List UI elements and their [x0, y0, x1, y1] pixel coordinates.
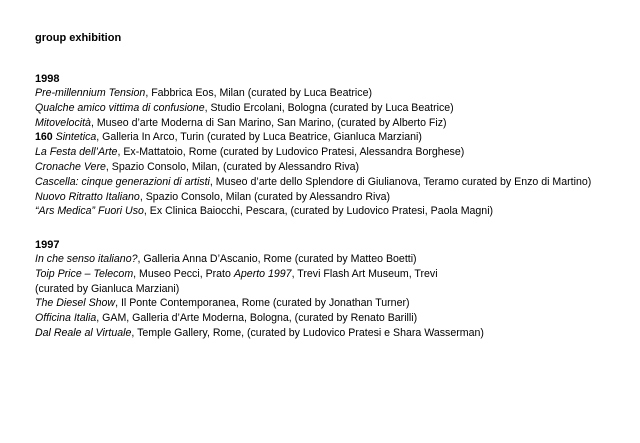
exhibition-details: , Studio Ercolani, Bologna (curated by Luca Beatrice): [204, 101, 454, 114]
exhibition-details: , Museo d’arte Moderna di San Marino, San Marino, (curated by Alberto Fiz): [90, 116, 447, 129]
exhibition-entry: [35, 190, 625, 205]
exhibition-details: , Spazio Consolo, Milan (curated by Alessandro Riva): [139, 190, 391, 203]
exhibition-details: , Fabbrica Eos, Milan (curated by Luca Beatrice): [145, 87, 373, 99]
exhibition-title: In che senso italiano?: [35, 253, 138, 265]
exhibition-entry: [35, 252, 625, 267]
exhibition-entry: [35, 311, 625, 326]
exhibition-entry: [35, 86, 625, 101]
exhibition-title: “Ars Medica” Fuori Uso: [35, 205, 144, 218]
exhibition-details: (curated by Gianluca Marziani): [35, 282, 180, 295]
exhibition-list: [35, 86, 625, 219]
exhibition-details: , Galleria Anna D’Ascanio, Rome (curated by Matteo Boetti): [137, 253, 417, 265]
exhibition-title: Officina Italia: [35, 312, 97, 325]
exhibition-number: 160: [35, 131, 56, 144]
exhibition-details: , Museo d’arte dello Splendore di Giulianova, Teramo curated by Enzo di Martino): [209, 175, 592, 188]
exhibition-entry: [35, 326, 625, 341]
exhibition-details: , GAM, Galleria d’Arte Moderna, Bologna, (curated by Renato Barilli): [96, 312, 418, 325]
exhibition-entry: [35, 204, 625, 219]
year-section-1998: [35, 72, 625, 219]
exhibition-title: Toip Price – Telecom: [35, 267, 134, 280]
exhibition-details: , Il Ponte Contemporanea, Rome (curated by Jonathan Turner): [115, 297, 410, 310]
year-section-1997: [35, 238, 625, 341]
exhibition-entry: [35, 267, 625, 282]
exhibition-title: Aperto 1997: [233, 267, 292, 280]
exhibition-details: , Spazio Consolo, Milan, (curated by Alessandro Riva): [105, 160, 360, 173]
exhibition-details: , Trevi Flash Art Museum, Trevi: [291, 267, 438, 280]
year-heading: 1997: [35, 239, 60, 251]
exhibition-list: [35, 252, 625, 341]
exhibition-details: , Temple Gallery, Rome, (curated by Ludovico Pratesi e Shara Wasserman): [131, 326, 484, 339]
exhibition-details: , Ex Clinica Baiocchi, Pescara, (curated by Ludovico Pratesi, Paola Magni): [143, 205, 494, 218]
exhibition-title: Dal Reale al Virtuale: [35, 326, 132, 339]
exhibition-title: The Diesel Show: [35, 297, 116, 310]
exhibition-entry: [35, 101, 625, 116]
exhibition-details: , Ex-Mattatoio, Rome (curated by Ludovico Pratesi, Alessandra Borghese): [117, 146, 465, 159]
exhibition-title: Qualche amico vittima di confusione: [35, 101, 205, 114]
exhibition-title: Mitovelocità: [35, 116, 91, 129]
exhibition-entry: [35, 145, 625, 160]
exhibition-entry: [35, 130, 625, 145]
exhibition-entry: [35, 160, 625, 175]
exhibition-title: Cascella: cinque generazioni di artisti: [35, 175, 210, 188]
exhibition-entry: [35, 116, 625, 131]
exhibition-title: La Festa dell’Arte: [35, 146, 118, 159]
exhibition-title: Pre-millennium Tension: [35, 87, 146, 99]
exhibition-entry: [35, 282, 625, 297]
exhibition-entry: [35, 175, 625, 190]
exhibition-entry: [35, 296, 625, 311]
exhibition-title: Sintetica: [55, 131, 97, 144]
exhibition-title: Cronache Vere: [35, 160, 106, 173]
year-heading: 1998: [35, 73, 60, 85]
exhibition-title: Nuovo Ritratto Italiano: [35, 190, 140, 203]
exhibition-details: , Galleria In Arco, Turin (curated by Luca Beatrice, Gianluca Marziani): [96, 131, 422, 144]
page-heading: group exhibition: [35, 32, 122, 44]
exhibition-details: , Museo Pecci, Prato: [133, 267, 234, 280]
